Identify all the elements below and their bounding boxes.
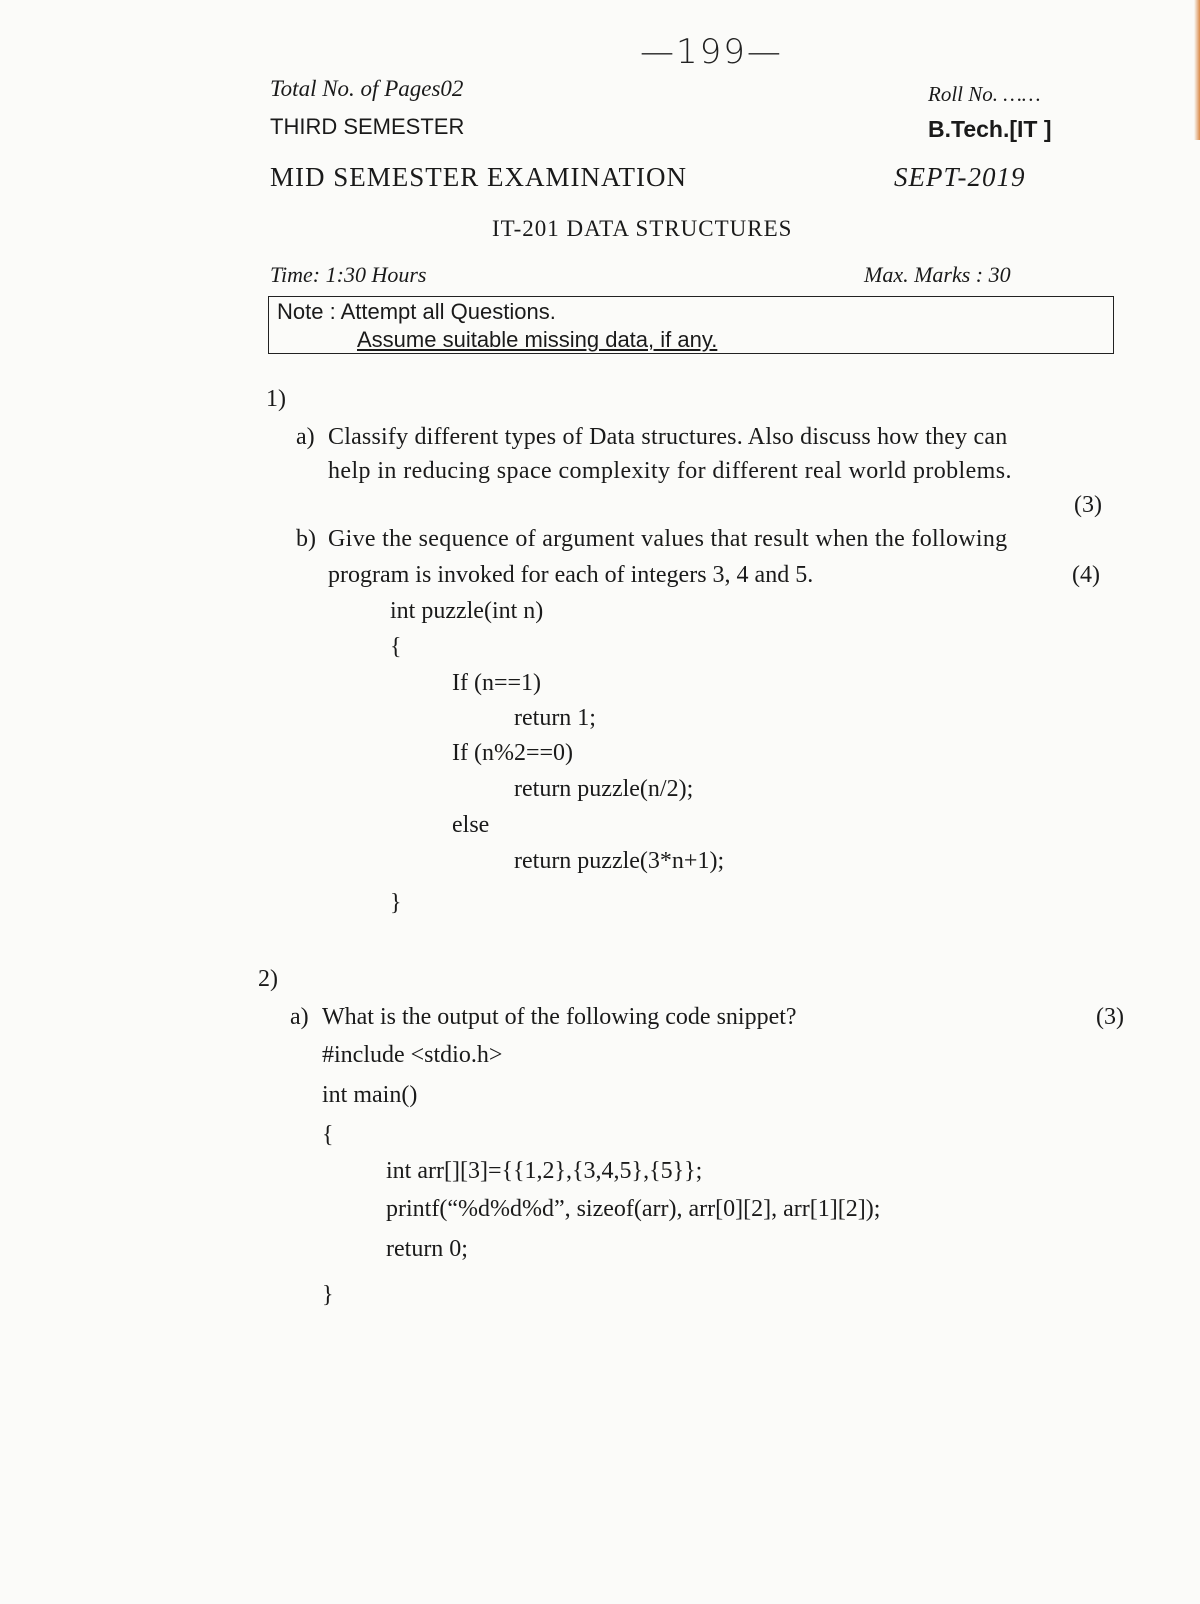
max-marks: Max. Marks : 30 bbox=[864, 262, 1011, 287]
question-2a-line-1: What is the output of the following code snippet? bbox=[322, 1004, 797, 1030]
note-line-2: Assume suitable missing data, if any. bbox=[357, 327, 718, 352]
code-line: #include <stdio.h> bbox=[322, 1042, 503, 1068]
question-2a-marks: (3) bbox=[1096, 1004, 1124, 1030]
question-1a-line-1: Classify different types of Data structures. Also discuss how they can bbox=[328, 424, 1008, 450]
program-label: B.Tech.[IT ] bbox=[928, 116, 1052, 142]
code-line: { bbox=[322, 1122, 334, 1148]
code-line: If (n%2==0) bbox=[452, 740, 574, 766]
code-line: } bbox=[390, 890, 402, 916]
question-1b-line-2: program is invoked for each of integers 3, 4 and 5. bbox=[328, 562, 814, 588]
code-line: return puzzle(3*n+1); bbox=[514, 848, 725, 874]
question-1b-line-1: Give the sequence of argument values that result when the following bbox=[328, 526, 1008, 552]
code-line: return 0; bbox=[386, 1236, 468, 1262]
code-line: else bbox=[452, 812, 490, 838]
question-1a-marks: (3) bbox=[1074, 492, 1102, 518]
total-pages-label: Total No. of Pages02 bbox=[270, 76, 464, 101]
question-2-number: 2) bbox=[258, 966, 278, 992]
course-title: IT-201 DATA STRUCTURES bbox=[492, 216, 793, 241]
code-line: return 1; bbox=[514, 705, 596, 731]
semester-label: THIRD SEMESTER bbox=[270, 114, 465, 139]
question-2a-label: a) bbox=[290, 1004, 309, 1030]
exam-duration: Time: 1:30 Hours bbox=[270, 262, 427, 287]
note-line-1: Note : Attempt all Questions. bbox=[277, 299, 556, 324]
question-1-number: 1) bbox=[266, 386, 286, 412]
note-box bbox=[268, 296, 1114, 354]
code-line: return puzzle(n/2); bbox=[514, 776, 694, 802]
code-line: int puzzle(int n) bbox=[390, 598, 544, 624]
question-1b-marks: (4) bbox=[1072, 562, 1100, 588]
code-line: { bbox=[390, 634, 402, 660]
code-line: int arr[][3]={{1,2},{3,4,5},{5}}; bbox=[386, 1158, 703, 1184]
roll-number-label: Roll No. …… bbox=[928, 82, 1041, 106]
code-line: } bbox=[322, 1282, 334, 1308]
code-line: int main() bbox=[322, 1082, 418, 1108]
handwritten-page-number: —199— bbox=[640, 32, 783, 72]
exam-date: SEPT-2019 bbox=[894, 162, 1026, 192]
question-1b-label: b) bbox=[296, 526, 316, 552]
question-1a-line-2: help in reducing space complexity for different real world problems. bbox=[328, 458, 1012, 484]
code-line: printf(“%d%d%d”, sizeof(arr), arr[0][2], arr[1][2]); bbox=[386, 1196, 881, 1222]
exam-title: MID SEMESTER EXAMINATION bbox=[270, 162, 687, 192]
page-edge-shadow bbox=[1194, 0, 1200, 140]
code-line: If (n==1) bbox=[452, 670, 542, 696]
question-1a-label: a) bbox=[296, 424, 315, 450]
